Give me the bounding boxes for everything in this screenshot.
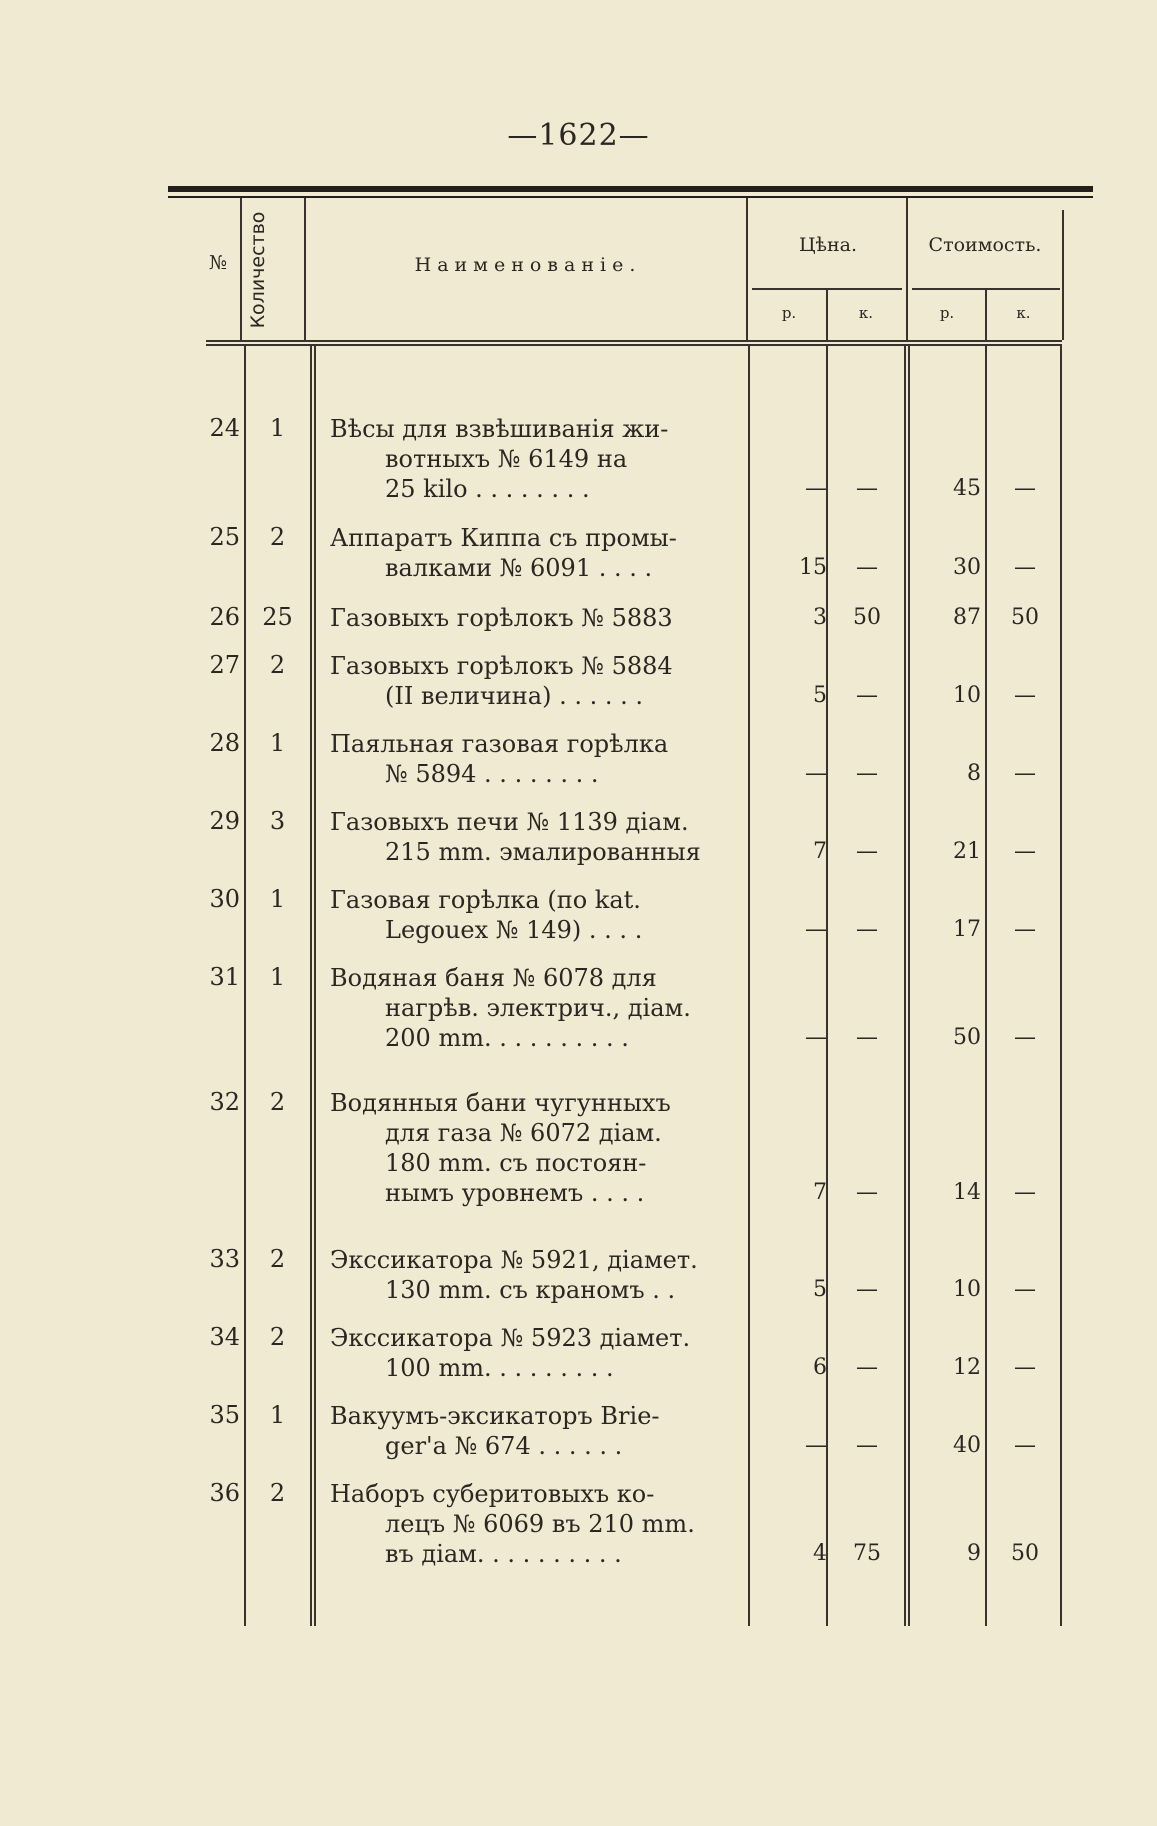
row-name-line: нымъ уровнемъ . . . . xyxy=(385,1179,645,1207)
cost-kop: — xyxy=(1014,917,1036,942)
price-rub: 4 xyxy=(813,1541,827,1566)
row-name-line: 130 mm. съ краномъ . . xyxy=(385,1276,676,1304)
row-quantity: 1 xyxy=(269,885,286,913)
row-name-line: валками № 6091 . . . . xyxy=(385,554,653,582)
cost-kop: — xyxy=(1014,1025,1036,1050)
row-name xyxy=(330,1245,743,1305)
header-line-price-right xyxy=(906,198,908,340)
row-number: 24 xyxy=(209,414,240,442)
row-name xyxy=(330,729,743,789)
row-name xyxy=(330,1088,743,1208)
cost-kop: — xyxy=(1014,683,1036,708)
row-number: 33 xyxy=(209,1245,240,1273)
row-number: 29 xyxy=(209,807,240,835)
header-price-rub: р. xyxy=(781,304,797,322)
cost-rub: 14 xyxy=(953,1180,981,1205)
row-name xyxy=(330,603,743,633)
cost-kop: — xyxy=(1014,839,1036,864)
row-name-line: 200 mm. . . . . . . . . . xyxy=(385,1024,629,1052)
cost-kop: — xyxy=(1014,1277,1036,1302)
price-kop: — xyxy=(856,917,878,942)
header-cost-kop: к. xyxy=(1016,304,1031,322)
price-kop: — xyxy=(856,1180,878,1205)
row-name xyxy=(330,1401,743,1461)
price-kop: — xyxy=(856,555,878,580)
top-rule-thin xyxy=(168,196,1093,198)
header-price: Цѣна. xyxy=(798,234,858,256)
top-rule-thick xyxy=(168,186,1093,192)
row-name-line: въ діам. . . . . . . . . . xyxy=(385,1540,622,1568)
row-name xyxy=(330,963,743,1053)
price-kop: — xyxy=(856,1433,878,1458)
row-name-line: Водянныя бани чугунныхъ xyxy=(330,1089,671,1117)
price-rub: 15 xyxy=(799,555,827,580)
row-quantity: 2 xyxy=(269,1088,286,1116)
header-line-price-sub xyxy=(752,288,902,290)
header-number: № xyxy=(209,252,227,274)
price-kop: — xyxy=(856,839,878,864)
row-quantity: 1 xyxy=(269,729,286,757)
row-name-line: 180 mm. съ постоян- xyxy=(385,1149,647,1177)
row-name xyxy=(330,1479,743,1569)
cost-kop: — xyxy=(1014,1433,1036,1458)
price-rub: — xyxy=(805,476,827,501)
cost-rub: 12 xyxy=(953,1355,981,1380)
price-kop: — xyxy=(856,683,878,708)
row-quantity: 1 xyxy=(269,963,286,991)
row-quantity: 2 xyxy=(269,1323,286,1351)
cost-rub: 45 xyxy=(953,476,981,501)
row-quantity: 2 xyxy=(269,523,286,551)
row-name-line: Вакуумъ-эксикаторъ Brie- xyxy=(330,1402,660,1430)
row-name-line: вотныхъ № 6149 на xyxy=(385,445,628,473)
cost-rub: 17 xyxy=(953,917,981,942)
cost-kop: — xyxy=(1014,555,1036,580)
row-name-line: Вѣсы для взвѣшиванія жи- xyxy=(330,415,669,443)
body-line-qty-left xyxy=(244,346,246,1626)
row-name-line: Наборъ суберитовыхъ ко- xyxy=(330,1480,655,1508)
price-kop: — xyxy=(856,1277,878,1302)
row-number: 27 xyxy=(209,651,240,679)
body-line-qty-right xyxy=(310,346,312,1626)
row-name-line: 215 mm. эмалированныя xyxy=(385,838,701,866)
body-line-price-right xyxy=(904,346,906,1626)
price-kop: — xyxy=(856,1355,878,1380)
price-rub: 5 xyxy=(813,1277,827,1302)
cost-kop: — xyxy=(1014,761,1036,786)
row-number: 30 xyxy=(209,885,240,913)
cost-rub: 50 xyxy=(953,1025,981,1050)
price-rub: 7 xyxy=(813,1180,827,1205)
cost-rub: 10 xyxy=(953,683,981,708)
price-rub: — xyxy=(805,1025,827,1050)
cost-kop: — xyxy=(1014,1355,1036,1380)
price-kop: 50 xyxy=(853,605,881,630)
row-name-line: лецъ № 6069 въ 210 mm. xyxy=(385,1510,695,1538)
cost-rub: 9 xyxy=(967,1541,981,1566)
row-name-line: № 5894 . . . . . . . . xyxy=(385,760,599,788)
row-quantity: 1 xyxy=(269,1401,286,1429)
price-kop: — xyxy=(856,761,878,786)
row-number: 26 xyxy=(209,603,240,631)
row-quantity: 2 xyxy=(269,1245,286,1273)
row-name-line: для газа № 6072 діам. xyxy=(385,1119,662,1147)
header-cost-rub: р. xyxy=(939,304,955,322)
row-name-line: ger'a № 674 . . . . . . xyxy=(385,1432,623,1460)
header-price-kop: к. xyxy=(858,304,874,322)
price-rub: 7 xyxy=(813,839,827,864)
page-number: —1622— xyxy=(507,118,650,153)
price-kop: — xyxy=(856,1025,878,1050)
row-name-line: Паяльная газовая горѣлка xyxy=(330,730,669,758)
cost-kop: 50 xyxy=(1011,1541,1039,1566)
row-name-line: Газовыхъ горѣлокъ № 5884 xyxy=(330,652,673,680)
row-name-line: 25 kilo . . . . . . . . xyxy=(385,475,590,503)
row-name xyxy=(330,414,743,504)
row-name-line: Газовыхъ печи № 1139 діам. xyxy=(330,808,689,836)
row-quantity: 25 xyxy=(262,603,293,631)
row-name-line: Аппаратъ Киппа съ промы- xyxy=(330,524,677,552)
header-line-cost-sub xyxy=(912,288,1060,290)
price-rub: 6 xyxy=(813,1355,827,1380)
cost-kop: — xyxy=(1014,476,1036,501)
header-line-cost-right xyxy=(1062,210,1064,340)
price-rub: 3 xyxy=(813,605,827,630)
row-name-line: Legouex № 149) . . . . xyxy=(385,916,643,944)
body-line-name-left xyxy=(314,346,316,1626)
row-quantity: 2 xyxy=(269,1479,286,1507)
row-name-line: (II величина) . . . . . . xyxy=(385,682,643,710)
price-rub: — xyxy=(805,1433,827,1458)
header-line-name-right xyxy=(746,198,748,340)
header-quantity: Количество xyxy=(247,211,269,329)
row-quantity: 2 xyxy=(269,651,286,679)
row-number: 32 xyxy=(209,1088,240,1116)
row-name xyxy=(330,523,743,583)
row-name-line: Газовыхъ горѣлокъ № 5883 xyxy=(330,604,673,632)
cost-kop: 50 xyxy=(1011,605,1039,630)
cost-rub: 21 xyxy=(953,839,981,864)
cost-rub: 30 xyxy=(953,555,981,580)
row-name-line: Водяная баня № 6078 для xyxy=(330,964,657,992)
row-name xyxy=(330,651,743,711)
price-rub: 5 xyxy=(813,683,827,708)
row-name xyxy=(330,807,743,867)
header-cost: Стоимость. xyxy=(928,234,1042,256)
header-name: Наименованіе. xyxy=(414,254,642,276)
cost-rub: 8 xyxy=(967,761,981,786)
row-number: 35 xyxy=(209,1401,240,1429)
row-number: 31 xyxy=(209,963,240,991)
cost-rub: 10 xyxy=(953,1277,981,1302)
row-name-line: 100 mm. . . . . . . . . xyxy=(385,1354,614,1382)
body-line-name-right xyxy=(748,346,750,1626)
price-kop: — xyxy=(856,476,878,501)
header-line-qty-left xyxy=(240,198,242,340)
row-number: 25 xyxy=(209,523,240,551)
row-number: 36 xyxy=(209,1479,240,1507)
price-rub: — xyxy=(805,917,827,942)
row-name xyxy=(330,885,743,945)
row-name xyxy=(330,1323,743,1383)
row-name-line: Газовая горѣлка (по kat. xyxy=(330,886,641,914)
header-bottom-rule-2 xyxy=(206,344,1062,346)
row-number: 28 xyxy=(209,729,240,757)
header-line-qty-right xyxy=(304,198,306,340)
row-number: 34 xyxy=(209,1323,240,1351)
body-line-cost-split xyxy=(985,346,987,1626)
row-quantity: 3 xyxy=(269,807,286,835)
row-name-line: нагрѣв. электрич., діам. xyxy=(385,994,691,1022)
cost-rub: 40 xyxy=(953,1433,981,1458)
cost-kop: — xyxy=(1014,1180,1036,1205)
cost-rub: 87 xyxy=(953,605,981,630)
price-kop: 75 xyxy=(853,1541,881,1566)
row-quantity: 1 xyxy=(269,414,286,442)
header-bottom-rule xyxy=(206,340,1062,342)
row-name-line: Экссикатора № 5921, діамет. xyxy=(330,1246,698,1274)
body-line-cost-right xyxy=(1060,346,1062,1626)
price-rub: — xyxy=(805,761,827,786)
row-name-line: Экссикатора № 5923 діамет. xyxy=(330,1324,691,1352)
